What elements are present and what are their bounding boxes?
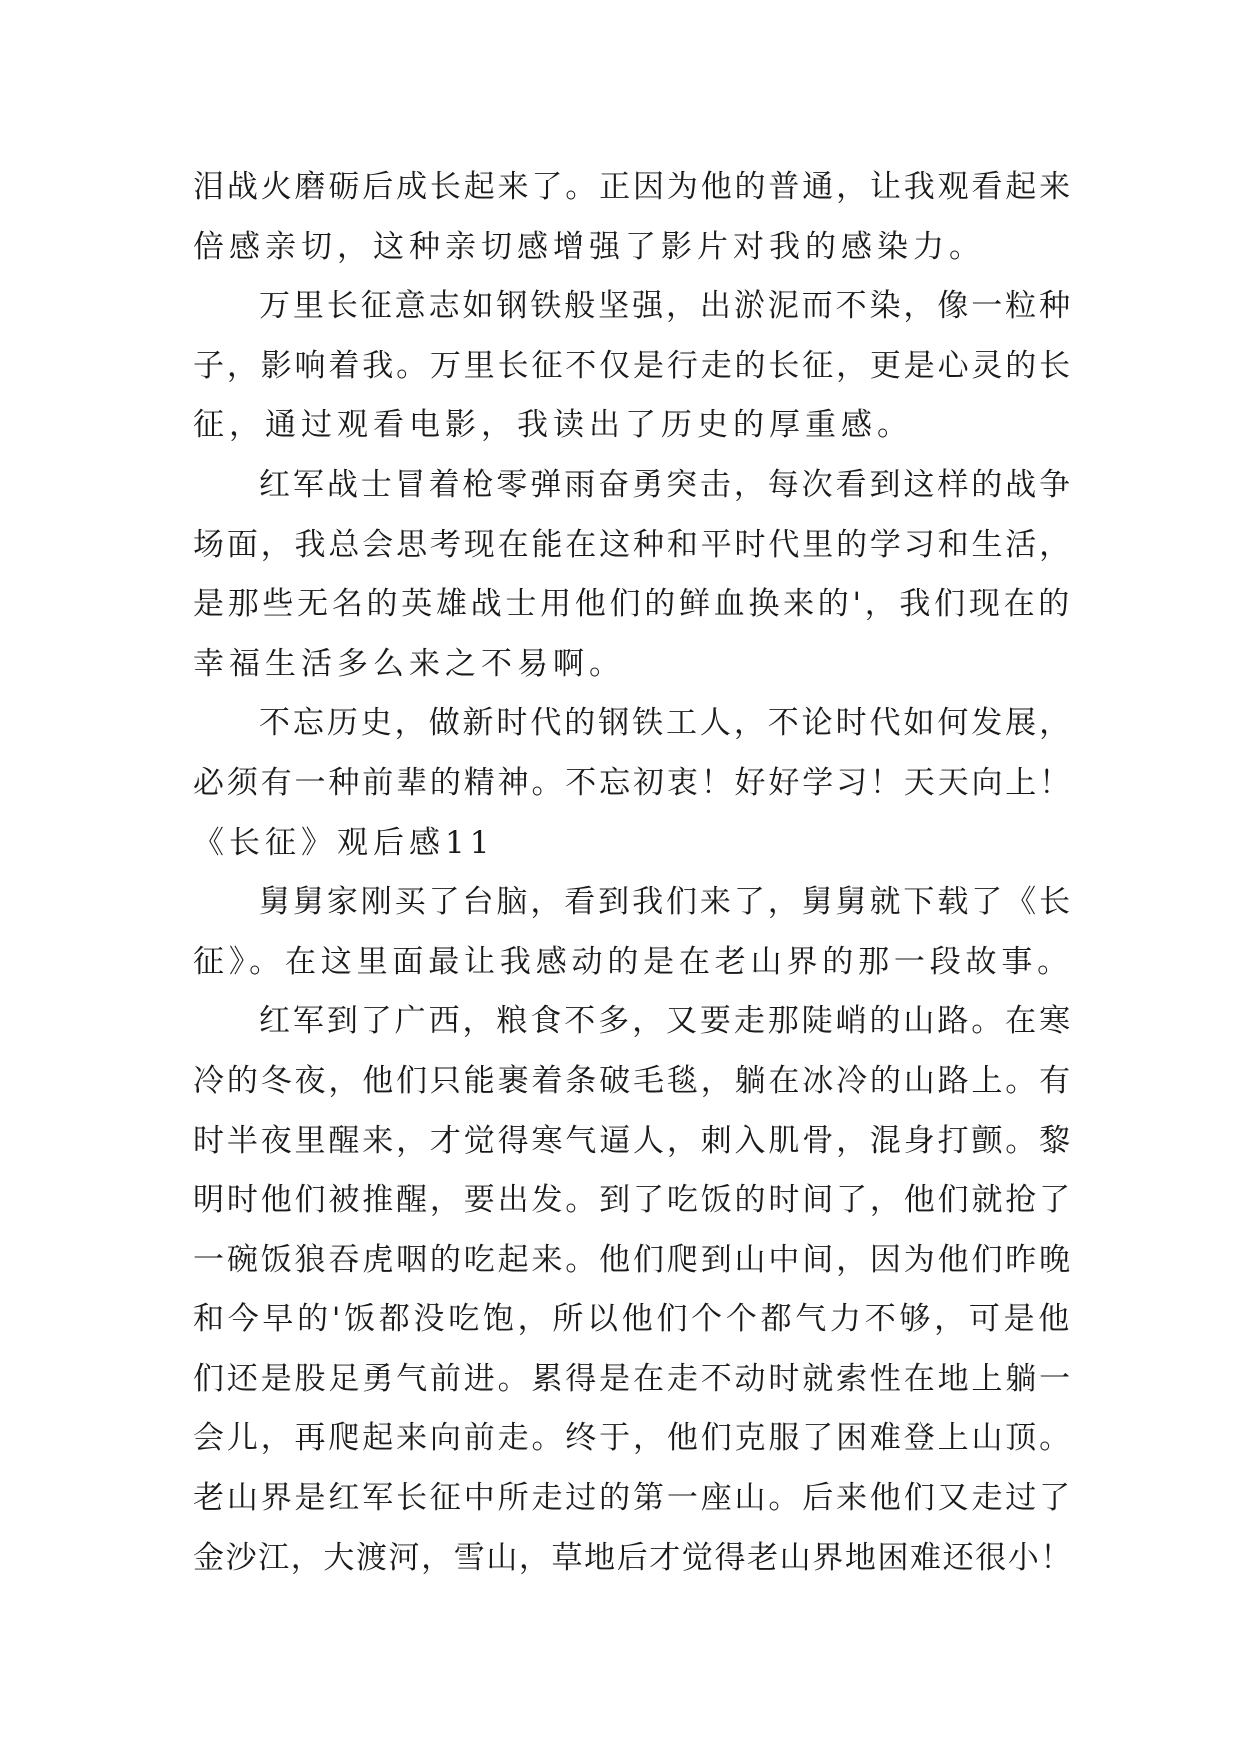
text-line: 一碗饭狼吞虎咽的吃起来。他们爬到山中间，因为他们昨晚 [193, 1241, 1073, 1278]
paragraph-first-line: 红军到了广西，粮食不多，又要走那陡峭的山路。在寒 [259, 1003, 1073, 1040]
text-line: 明时他们被推醒，要出发。到了吃饭的时间了，他们就抢了 [193, 1182, 1073, 1219]
text-line: 和今早的'饭都没吃饱，所以他们个个都气力不够，可是他 [193, 1301, 1073, 1338]
text-line: 子，影响着我。万里长征不仅是行走的长征，更是心灵的长 [193, 347, 1073, 384]
text-line: 幸福生活多么来之不易啊。 [193, 645, 625, 682]
text-line: 老山界是红军长征中所走过的第一座山。后来他们又走过了 [193, 1480, 1073, 1517]
text-line: 征》。在这里面最让我感动的是在老山界的那一段故事。 [193, 943, 1073, 980]
text-line: 是那些无名的英雄战士用他们的鲜血换来的'，我们现在的 [193, 586, 1073, 623]
text-line: 征，通过观看电影，我读出了历史的厚重感。 [193, 407, 913, 444]
paragraph-first-line: 万里长征意志如钢铁般坚强，出淤泥而不染，像一粒种 [259, 288, 1073, 325]
text-line: 冷的冬夜，他们只能裹着条破毛毯，躺在冰冷的山路上。有 [193, 1062, 1073, 1099]
text-line: 会儿，再爬起来向前走。终于，他们克服了困难登上山顶。 [193, 1420, 1073, 1457]
text-line: 场面，我总会思考现在能在这种和平时代里的学习和生活， [193, 526, 1073, 563]
text-line: 们还是股足勇气前进。累得是在走不动时就索性在地上躺一 [193, 1360, 1073, 1397]
text-line: 《长征》观后感11 [193, 824, 495, 861]
text-line: 时半夜里醒来，才觉得寒气逼人，刺入肌骨，混身打颤。黎 [193, 1122, 1073, 1159]
text-line: 倍感亲切，这种亲切感增强了影片对我的感染力。 [193, 228, 985, 265]
body-text [193, 158, 1073, 1588]
paragraph-first-line: 红军战士冒着枪零弹雨奋勇突击，每次看到这样的战争 [259, 466, 1073, 503]
text-line: 金沙江，大渡河，雪山，草地后才觉得老山界地困难还很小！ [193, 1539, 1073, 1576]
paragraph-first-line: 舅舅家刚买了台脑，看到我们来了，舅舅就下载了《长 [259, 884, 1073, 921]
paragraph-first-line: 不忘历史，做新时代的钢铁工人，不论时代如何发展， [259, 705, 1073, 742]
text-line: 泪战火磨砺后成长起来了。正因为他的普通，让我观看起来 [193, 169, 1073, 205]
text-line: 必须有一种前辈的精神。不忘初衷！好好学习！天天向上！ [193, 764, 1073, 801]
